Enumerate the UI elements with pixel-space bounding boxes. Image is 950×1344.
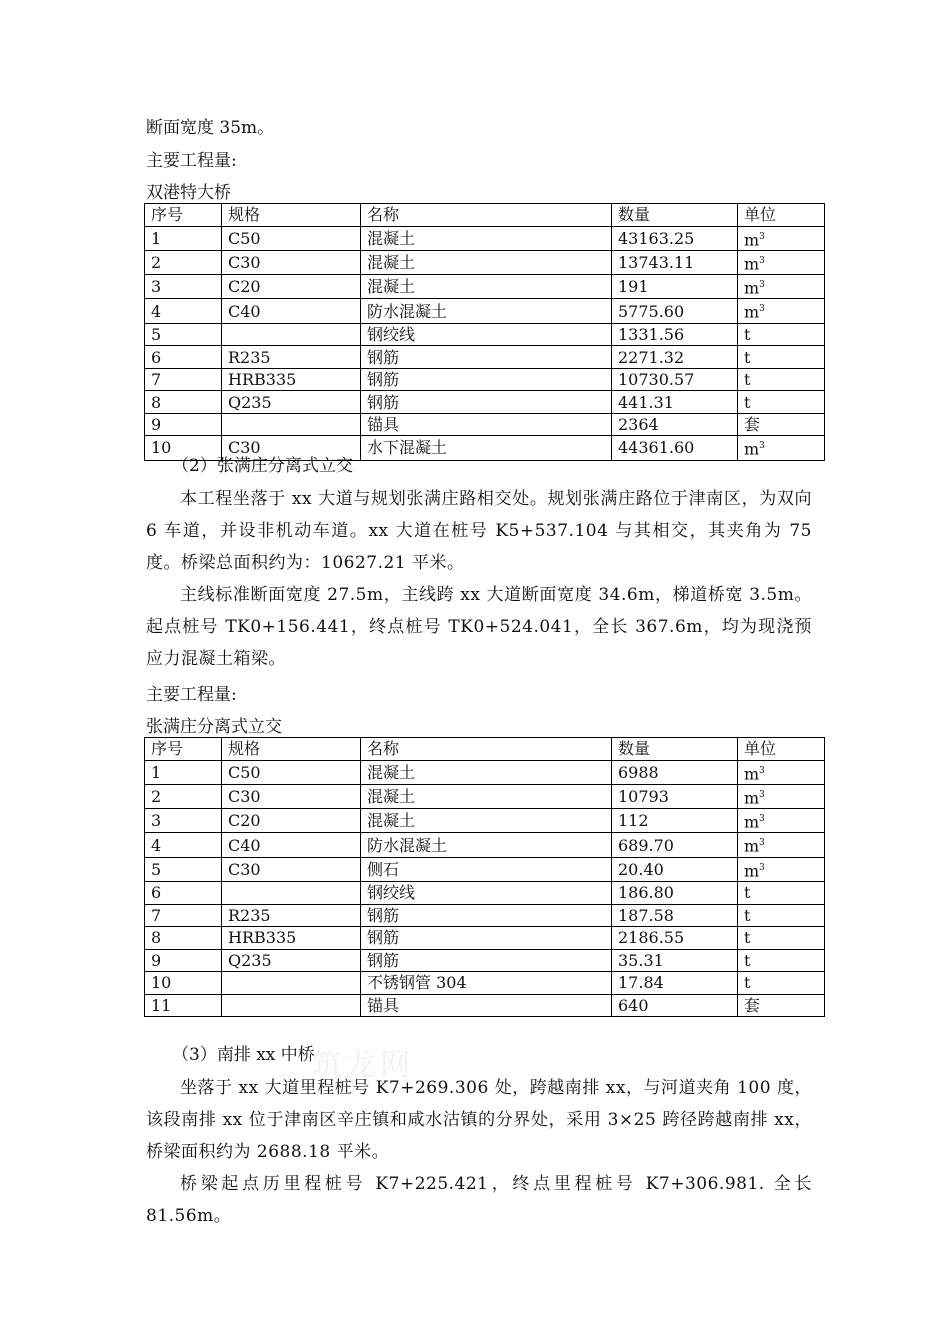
table-cell: 441.31 <box>612 391 738 414</box>
col-header: 数量 <box>612 204 738 227</box>
section2-paragraph-1: 本工程坐落于 xx 大道与规划张满庄路相交处。规划张满庄路位于津南区，为双向 6 车道，并设非机动车道。xx 大道在桩号 K5+537.104 与其相交，其夹角为 75 度。桥梁总面积约为：10627.21 平米。 <box>146 489 812 573</box>
table-cell: 11 <box>145 994 222 1017</box>
heading-main-quantities-1: 主要工程量: <box>146 151 237 171</box>
section3-title: （3）南排 xx 中桥 <box>172 1045 315 1065</box>
table-header-row <box>145 738 825 761</box>
table-row <box>145 391 825 414</box>
unit-cell: $m^3$ <box>738 275 825 299</box>
table-cell: 2271.32 <box>612 346 738 369</box>
table-cell: C20 <box>222 275 361 299</box>
table-cell: 9 <box>145 413 222 436</box>
table-cell: t <box>738 368 825 391</box>
table-cell: 不锈钢管 304 <box>361 972 612 995</box>
table-cell: C30 <box>222 436 361 460</box>
table-cell: 4 <box>145 833 222 857</box>
table-row <box>145 882 825 905</box>
table-cell: 2 <box>145 250 222 274</box>
table-cell <box>222 882 361 905</box>
table-cell: 混凝土 <box>361 784 612 808</box>
section2-paragraph-2: 主线标准断面宽度 27.5m，主线跨 xx 大道断面宽度 34.6m，梯道桥宽 3.5m。起点桩号 TK0+156.441，终点桩号 TK0+524.041，全长 367.6m，均为现浇预应力混凝土箱梁。 <box>146 585 812 669</box>
table-cell: 钢筋 <box>361 346 612 369</box>
table-cell: 5775.60 <box>612 299 738 323</box>
table-cell: 防水混凝土 <box>361 833 612 857</box>
table-cell: 5 <box>145 857 222 881</box>
unit-cell: $m^3$ <box>738 436 825 460</box>
table-cell: 套 <box>738 994 825 1017</box>
table-cell: 6 <box>145 882 222 905</box>
table-row <box>145 760 825 784</box>
table-row <box>145 857 825 881</box>
table-cell: t <box>738 391 825 414</box>
table-cell: C40 <box>222 299 361 323</box>
table-cell: R235 <box>222 904 361 927</box>
table-cell: 10 <box>145 436 222 460</box>
table-cell: C50 <box>222 760 361 784</box>
table-cell: 35.31 <box>612 949 738 972</box>
table-cell: t <box>738 927 825 950</box>
table-row <box>145 833 825 857</box>
table-cell: t <box>738 882 825 905</box>
table-cell: 7 <box>145 368 222 391</box>
table-cell: Q235 <box>222 949 361 972</box>
table-cell: 4 <box>145 299 222 323</box>
unit-cell: $m^3$ <box>738 809 825 833</box>
table-cell: 钢绞线 <box>361 323 612 346</box>
col-header: 序号 <box>145 738 222 761</box>
table-cell: C30 <box>222 250 361 274</box>
table-cell: t <box>738 323 825 346</box>
table-cell <box>222 972 361 995</box>
table-row <box>145 927 825 950</box>
section3-paragraph-1: 坐落于 xx 大道里程桩号 K7+269.306 处，跨越南排 xx，与河道夹角 100 度，该段南排 xx 位于津南区辛庄镇和咸水沽镇的分界处，采用 3×25 跨径跨越南排 xx，桥梁面积约为 2688.18 平米。 <box>146 1078 812 1162</box>
table-cell: 44361.60 <box>612 436 738 460</box>
table-row <box>145 784 825 808</box>
table-cell: 7 <box>145 904 222 927</box>
table-row <box>145 323 825 346</box>
table-cell: 钢筋 <box>361 368 612 391</box>
table-cell: 191 <box>612 275 738 299</box>
table-cell: 1 <box>145 760 222 784</box>
table-cell: Q235 <box>222 391 361 414</box>
table-cell: 锚具 <box>361 413 612 436</box>
table-cell: 8 <box>145 391 222 414</box>
table-cell: t <box>738 346 825 369</box>
table-cell: HRB335 <box>222 368 361 391</box>
table-cell: 2364 <box>612 413 738 436</box>
table-cell: 112 <box>612 809 738 833</box>
table-row <box>145 299 825 323</box>
table-cell: 钢筋 <box>361 904 612 927</box>
table-row <box>145 250 825 274</box>
table-row <box>145 809 825 833</box>
table-cell: 2186.55 <box>612 927 738 950</box>
table-cell: 钢筋 <box>361 391 612 414</box>
table-row <box>145 226 825 250</box>
table-row <box>145 346 825 369</box>
table-cell: 1 <box>145 226 222 250</box>
table-cell: 2 <box>145 784 222 808</box>
unit-cell: $m^3$ <box>738 226 825 250</box>
col-header: 名称 <box>361 204 612 227</box>
watermark: 筑龙网 <box>312 1048 414 1083</box>
col-header: 规格 <box>222 738 361 761</box>
table-cell: C30 <box>222 857 361 881</box>
table-cell <box>222 413 361 436</box>
table-cell: 钢绞线 <box>361 882 612 905</box>
table-cell: 3 <box>145 809 222 833</box>
table-cell: 10730.57 <box>612 368 738 391</box>
table-cell: C40 <box>222 833 361 857</box>
table-cell: 3 <box>145 275 222 299</box>
table-cell: 混凝土 <box>361 809 612 833</box>
table-cell: 1331.56 <box>612 323 738 346</box>
col-header: 数量 <box>612 738 738 761</box>
unit-cell: $m^3$ <box>738 250 825 274</box>
table-cell: 水下混凝土 <box>361 436 612 460</box>
table-cell <box>222 323 361 346</box>
quantity-table-2 <box>144 737 825 1017</box>
table-row <box>145 904 825 927</box>
table-cell: C50 <box>222 226 361 250</box>
table-cell: 43163.25 <box>612 226 738 250</box>
table-cell: 侧石 <box>361 857 612 881</box>
unit-cell: $m^3$ <box>738 857 825 881</box>
table-cell: HRB335 <box>222 927 361 950</box>
table-row <box>145 949 825 972</box>
col-header: 单位 <box>738 738 825 761</box>
table-cell: t <box>738 972 825 995</box>
col-header: 序号 <box>145 204 222 227</box>
unit-cell: $m^3$ <box>738 299 825 323</box>
table-row <box>145 368 825 391</box>
table-row <box>145 275 825 299</box>
section3-paragraph-2: 桥梁起点历里程桩号 K7+225.421，终点里程桩号 K7+306.981. 全长 81.56m。 <box>146 1174 812 1226</box>
table-cell: 锚具 <box>361 994 612 1017</box>
table-cell: 6 <box>145 346 222 369</box>
table-header-row <box>145 204 825 227</box>
table-cell: 689.70 <box>612 833 738 857</box>
table-cell: 10793 <box>612 784 738 808</box>
table-cell: t <box>738 949 825 972</box>
table-cell <box>222 994 361 1017</box>
table-cell: 13743.11 <box>612 250 738 274</box>
unit-cell: $m^3$ <box>738 833 825 857</box>
col-header: 名称 <box>361 738 612 761</box>
table-cell: 套 <box>738 413 825 436</box>
table-cell: 混凝土 <box>361 226 612 250</box>
table-cell: R235 <box>222 346 361 369</box>
table-cell: 640 <box>612 994 738 1017</box>
table-row <box>145 972 825 995</box>
unit-cell: $m^3$ <box>738 760 825 784</box>
table-cell: 防水混凝土 <box>361 299 612 323</box>
table-cell: t <box>738 904 825 927</box>
col-header: 单位 <box>738 204 825 227</box>
table-cell: C30 <box>222 784 361 808</box>
table-cell: 10 <box>145 972 222 995</box>
table-row <box>145 413 825 436</box>
table-cell: 钢筋 <box>361 927 612 950</box>
section2-title: （2）张满庄分离式立交 <box>172 456 353 476</box>
table1-caption: 双港特大桥 <box>146 183 231 203</box>
table-cell: 186.80 <box>612 882 738 905</box>
table-cell: 187.58 <box>612 904 738 927</box>
unit-cell: $m^3$ <box>738 784 825 808</box>
table-cell: 9 <box>145 949 222 972</box>
table-cell: 17.84 <box>612 972 738 995</box>
col-header: 规格 <box>222 204 361 227</box>
table-cell: 20.40 <box>612 857 738 881</box>
table-cell: C20 <box>222 809 361 833</box>
table-cell: 5 <box>145 323 222 346</box>
table-cell: 混凝土 <box>361 760 612 784</box>
table-cell: 8 <box>145 927 222 950</box>
heading-main-quantities-2: 主要工程量: <box>146 685 237 705</box>
table2-caption: 张满庄分离式立交 <box>146 717 282 737</box>
table-row <box>145 994 825 1017</box>
table-cell: 混凝土 <box>361 250 612 274</box>
table-cell: 钢筋 <box>361 949 612 972</box>
quantity-table-1 <box>144 203 825 461</box>
intro-line: 断面宽度 35m。 <box>146 118 275 138</box>
table-cell: 混凝土 <box>361 275 612 299</box>
table-cell: 6988 <box>612 760 738 784</box>
